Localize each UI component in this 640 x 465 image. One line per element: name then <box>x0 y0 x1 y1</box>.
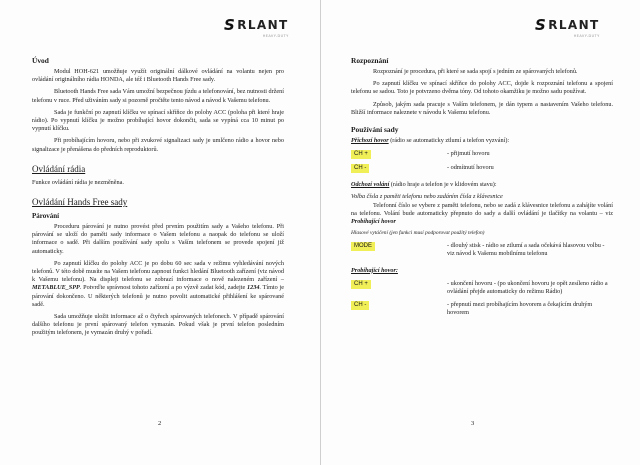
paragraph: Sada je funkční po zapnutí klíčku ve spínací skříňce do polohy ACC (poloha při které hraje rádio). Po vypnutí klíčku je možno probíhající hovor dokončit, sada se vypíná cca 10 minut po vypnutí klíčku. <box>32 108 284 133</box>
brand-logo <box>535 16 600 38</box>
section-title-uvod: Úvod <box>32 56 49 65</box>
key-description: - dlouhý stisk - rádio se ztlumí a sada očekává hlasovou volbu - viz návod k Vašemu mobilnímu telefonu <box>447 242 605 258</box>
paragraph: Po zapnutí klíčku ve spínací skříňce do polohy ACC, dojde k rozpoznání telefonu a spojení telefonu se sadou. Toto je potvrzeno dvěma tóny. Od tohoto okamžiku je možno sadu používat. <box>351 80 613 96</box>
paragraph: Po zapnutí klíčku do polohy ACC je po dobu 60 sec sada v režimu vyhledávání nových telefonů. V této době musíte na Vašem telefonu zapnout funkci hledání Bluetooth zařízení (viz návod k Vašemu telefonu). Na displeji telefonu se zobrazí informace o nově nalezeném zařízení – METABLUE_SPP. Potvrďte správnost tohoto zařízení a po výzvě zadat kód, zadejte 1234. Tímto je párování dokončeno. U některých telefonů je nutno povolit automatické přihlášení ke spárované sadě. <box>32 259 284 308</box>
logo-tagline: HEAVY-DUTY <box>573 34 600 38</box>
key-row <box>351 242 613 258</box>
paragraph: Rozpoznání je procedura, při které se sada spojí s jedním ze spárovaných telefonů. <box>373 68 578 75</box>
voice-dial-subheading: Hlasové vytáčení (jen funkci musí podporovat použitý telefon) <box>351 230 485 237</box>
logo-s-mark-icon: S <box>535 16 548 34</box>
key-row <box>351 280 613 296</box>
right-page <box>320 0 640 465</box>
dial-subheading: Volba čísla z paměti telefonu nebo zadáním čísla z klávesnice <box>351 193 503 201</box>
paragraph: Způsob, jakým sada pracuje s Vaším telefonem, je dán typem a nastavením Vašeho telefonu. Bližší informace naleznete v návodu k Vašemu telefonu. <box>351 100 613 116</box>
paragraph: Bluetooth Hands Free sada Vám umožní bezpečnou jízdu a telefonování, bez nutnosti držení telefonu v ruce. Před uživáním sady si pozorně pročtěte tento návod a návod k Vašemu telefonu. <box>32 88 284 104</box>
device-name: METABLUE_SPP <box>32 284 80 292</box>
key-description: - přijmutí hovoru <box>447 150 490 158</box>
ch-minus-key-badge: CH - <box>351 164 369 173</box>
section-title-pouzivani: Používání sady <box>351 125 399 135</box>
ch-plus-key-badge: CH + <box>351 150 371 159</box>
logo-text: RLANT <box>237 18 289 32</box>
section-title-rozpoznani: Rozpoznání <box>351 56 389 65</box>
key-row <box>351 150 613 159</box>
logo-tagline: HEAVY-DUTY <box>262 34 289 38</box>
page-number: 3 <box>471 420 475 427</box>
section-title-hands-free: Ovládání Hands Free sady <box>32 197 128 208</box>
key-description: - ukončení hovoru - (po ukončení hovoru je opět zesíleno rádio a ovládání přejde automaticky do režimu Rádio) <box>447 279 608 296</box>
page-number: 2 <box>158 420 162 427</box>
ch-minus-key-badge: CH - <box>351 301 369 310</box>
paragraph: Modul HOH-621 umožňuje využít originální dálkové ovládání na volantu nejen pro ovládání originálního rádia HONDA, ale též i Bluetooth Hands Free sady. <box>32 68 284 84</box>
paragraph: Sada umožňuje uložit informace až o čtyřech spárovaných telefonech. V případě spárování dalšího telefonu je první spárovaný telefon vymazán. Pokud však je první telefon posledním použitým telefonem, je vymazán druhý v pořadí. <box>32 313 284 337</box>
logo-s-mark-icon: S <box>224 16 237 34</box>
brand-logo <box>224 16 289 38</box>
incoming-call-heading: Příchozí hovor (rádio se automaticky ztlumí a telefon vyzvání): <box>351 137 510 145</box>
key-row <box>351 164 613 173</box>
mode-key-badge: MODE <box>351 242 375 251</box>
outgoing-call-heading: Odchozí volání (rádio hraje a telefon je v klidovém stavu): <box>351 181 497 189</box>
paragraph: Telefonní číslo se vybere z paměti telefonu, nebo se zadá z klávesnice telefonu a zahájíte volání na telefonu. Volání bude automaticky přepnuto do sady a další ovládání je tlačítky na volantu – viz Probíhající hovor <box>351 201 613 226</box>
right-content <box>351 56 613 323</box>
paragraph: Proceduru párování je nutno provést před prvním použitím sady a Vašeho telefonu. Při párování se uloží do paměti sady informace o Vašem telefonu a naopak do telefonu se uloží informace o sadě. Při dalším používání sady spolu s Vaším telefonem se provede spojení již automaticky. <box>32 223 284 255</box>
logo-text: RLANT <box>548 18 600 32</box>
left-content <box>32 56 284 342</box>
key-row <box>351 301 613 317</box>
key-description: - odmítnutí hovoru <box>447 164 494 172</box>
section-title-radio: Ovládání rádia <box>32 163 86 174</box>
paragraph: Funkce ovládání rádia je nezměněna. <box>32 178 124 186</box>
ch-plus-key-badge: CH + <box>351 280 371 289</box>
pairing-code: 1234 <box>247 284 260 292</box>
key-description: - přepnutí mezi probíhajícím hovorem a čekajícím druhým hovorem <box>447 301 593 317</box>
ongoing-call-heading: Probíhající hovor: <box>351 266 398 274</box>
subsection-title-parovani: Párování <box>32 212 60 221</box>
paragraph: Při probíhajícím hovoru, nebo při zvukové signalizaci sady je umlčeno rádio a hovor nebo signalizace je přenášena do předních reproduktorů. <box>32 137 284 153</box>
